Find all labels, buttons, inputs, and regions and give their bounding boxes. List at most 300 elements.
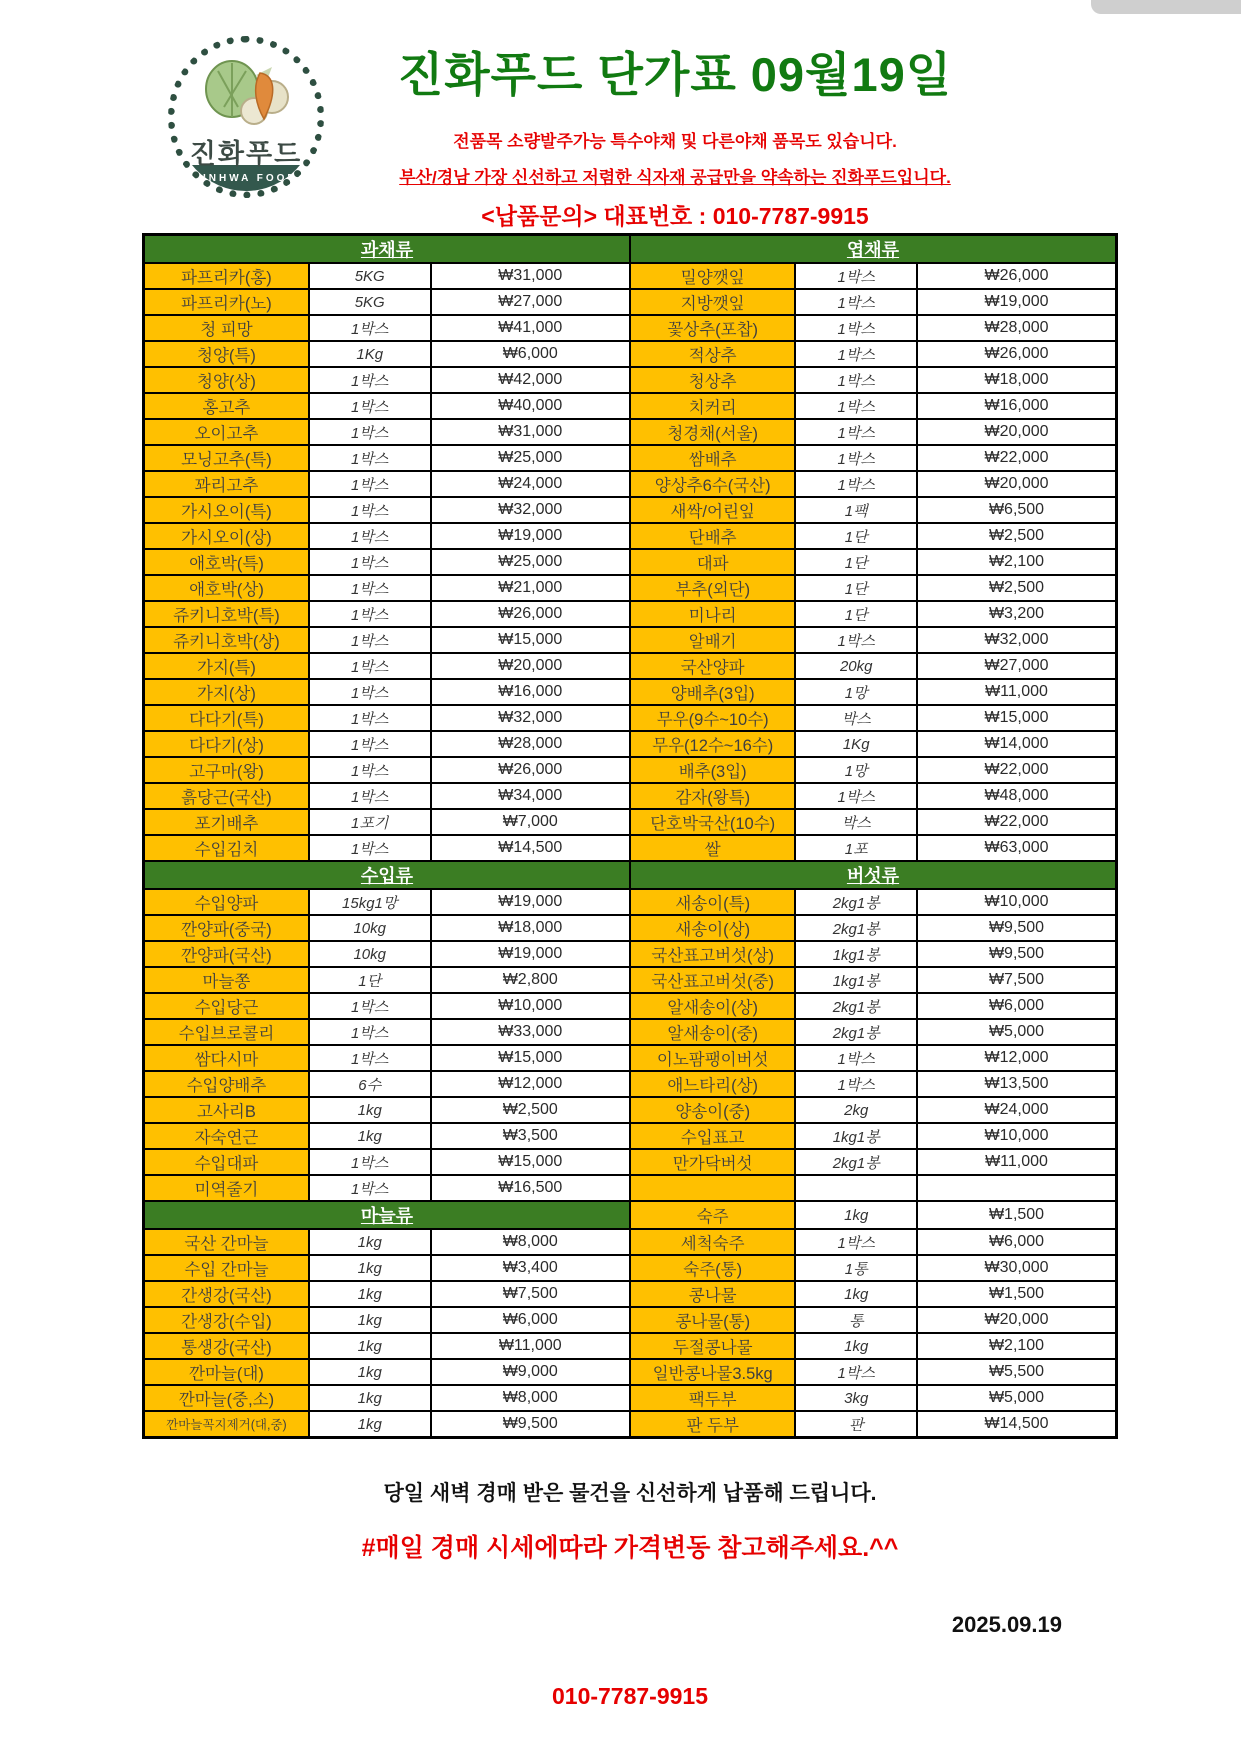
item-price-cell: ₩22,000	[917, 809, 1116, 835]
item-unit-cell: 10kg	[309, 941, 431, 967]
item-price-cell: ₩15,000	[431, 627, 630, 653]
item-unit-cell: 1박스	[795, 1071, 917, 1097]
price-table-body	[144, 235, 1117, 1438]
table-row	[144, 679, 1117, 705]
item-price-cell: ₩8,000	[431, 1229, 630, 1255]
item-name-cell: 청상추	[630, 367, 795, 393]
item-unit-cell: 1박스	[795, 627, 917, 653]
item-price-cell: ₩20,000	[917, 419, 1116, 445]
item-name-cell: 파프리카(홍)	[144, 263, 309, 289]
item-price-cell: ₩33,000	[431, 1019, 630, 1045]
section-header	[144, 861, 630, 889]
item-unit-cell: 1박스	[309, 471, 431, 497]
item-name-cell: 쥬키니호박(상)	[144, 627, 309, 653]
item-name-cell: 가지(특)	[144, 653, 309, 679]
table-row	[144, 861, 1117, 889]
item-unit-cell: 1단	[309, 967, 431, 993]
item-name-cell: 통생강(국산)	[144, 1333, 309, 1359]
item-unit-cell: 1단	[795, 549, 917, 575]
table-row	[144, 393, 1117, 419]
section-header	[144, 1201, 630, 1229]
item-unit-cell: 1팩	[795, 497, 917, 523]
item-name-cell: 치커리	[630, 393, 795, 419]
item-name-cell: 판 두부	[630, 1411, 795, 1438]
table-row	[144, 1229, 1117, 1255]
item-price-cell: ₩63,000	[917, 835, 1116, 861]
item-unit-cell: 1kg1봉	[795, 941, 917, 967]
item-unit-cell: 1박스	[795, 393, 917, 419]
table-row	[144, 1333, 1117, 1359]
table-row	[144, 1071, 1117, 1097]
item-unit-cell: 1박스	[795, 419, 917, 445]
item-unit-cell: 1kg	[309, 1385, 431, 1411]
table-row	[144, 809, 1117, 835]
item-name-cell: 밀양깻잎	[630, 263, 795, 289]
item-unit-cell: 10kg	[309, 915, 431, 941]
footer-phone: 010-7787-9915	[551, 1683, 709, 1709]
item-price-cell: ₩32,000	[917, 627, 1116, 653]
item-name-cell: 국산양파	[630, 653, 795, 679]
item-name-cell: 청양(특)	[144, 341, 309, 367]
screen-corner-artifact	[1091, 0, 1241, 14]
item-price-cell: ₩28,000	[431, 731, 630, 757]
item-price-cell: ₩9,000	[431, 1359, 630, 1385]
item-name-cell: 쌈다시마	[144, 1045, 309, 1071]
item-name-cell: 깐마늘꼭지제거(대,중)	[144, 1411, 309, 1438]
item-unit-cell: 1kg	[795, 1201, 917, 1229]
table-row	[144, 315, 1117, 341]
item-price-cell: ₩6,000	[431, 1307, 630, 1333]
item-unit-cell: 1kg	[309, 1255, 431, 1281]
section-header	[630, 235, 1117, 264]
item-name-cell: 일반콩나물3.5kg	[630, 1359, 795, 1385]
item-unit-cell: 1박스	[795, 1229, 917, 1255]
item-unit-cell: 1kg	[795, 1281, 917, 1307]
item-price-cell: ₩14,500	[431, 835, 630, 861]
item-unit-cell: 15kg1망	[309, 889, 431, 915]
item-name-cell: 마늘쫑	[144, 967, 309, 993]
item-unit-cell: 2kg1봉	[795, 889, 917, 915]
item-price-cell: ₩1,500	[917, 1281, 1116, 1307]
table-row	[144, 731, 1117, 757]
item-name-cell: 세척숙주	[630, 1229, 795, 1255]
item-name-cell: 국산표고버섯(중)	[630, 967, 795, 993]
notice-line-1: 전품목 소량발주가능 특수야채 및 다른야채 품목도 있습니다.	[453, 132, 897, 151]
item-name-cell: 수입표고	[630, 1123, 795, 1149]
item-price-cell: ₩10,000	[431, 993, 630, 1019]
item-unit-cell: 1kg	[309, 1123, 431, 1149]
item-price-cell: ₩30,000	[917, 1255, 1116, 1281]
header-block	[340, 38, 1010, 231]
item-unit-cell: 1박스	[309, 367, 431, 393]
item-name-cell: 팩두부	[630, 1385, 795, 1411]
item-unit-cell: 1박스	[309, 445, 431, 471]
table-row	[144, 1097, 1117, 1123]
item-price-cell: ₩16,500	[431, 1175, 630, 1201]
item-name-cell: 간생강(국산)	[144, 1281, 309, 1307]
footer-note: 당일 새벽 경매 받은 물건을 신선하게 납품해 드립니다.	[383, 1482, 877, 1505]
item-unit-cell: 2kg1봉	[795, 1149, 917, 1175]
table-row	[144, 1201, 1117, 1229]
item-unit-cell: 1박스	[309, 1045, 431, 1071]
item-unit-cell: 1kg1봉	[795, 1123, 917, 1149]
item-name-cell: 새송이(특)	[630, 889, 795, 915]
notice-line-2: 부산/경남 가장 신선하고 저렴한 식자재 공급만을 약속하는 진화푸드입니다.	[399, 168, 951, 187]
section-title: 수입류	[360, 866, 414, 886]
item-price-cell: ₩32,000	[431, 497, 630, 523]
item-unit-cell: 1kg	[309, 1229, 431, 1255]
table-row	[144, 1019, 1117, 1045]
item-price-cell: ₩26,000	[917, 341, 1116, 367]
item-name-cell: 파프리카(노)	[144, 289, 309, 315]
item-price-cell: ₩12,000	[917, 1045, 1116, 1071]
item-name-cell: 대파	[630, 549, 795, 575]
item-unit-cell: 1박스	[309, 497, 431, 523]
item-name-cell: 청경채(서울)	[630, 419, 795, 445]
item-unit-cell: 1박스	[309, 315, 431, 341]
item-name-cell: 자숙연근	[144, 1123, 309, 1149]
item-unit-cell: 1박스	[309, 757, 431, 783]
item-name-cell: 숙주(통)	[630, 1255, 795, 1281]
item-price-cell: ₩15,000	[431, 1149, 630, 1175]
item-unit-cell	[795, 1175, 917, 1201]
item-unit-cell: 1포기	[309, 809, 431, 835]
item-unit-cell: 1박스	[309, 993, 431, 1019]
item-unit-cell: 5KG	[309, 263, 431, 289]
section-title: 버섯류	[846, 866, 900, 886]
footer-notice: #매일 경매 시세에따라 가격변동 참고해주세요.^^	[361, 1534, 899, 1562]
item-price-cell: ₩8,000	[431, 1385, 630, 1411]
item-name-cell: 두절콩나물	[630, 1333, 795, 1359]
item-unit-cell: 2kg1봉	[795, 993, 917, 1019]
item-unit-cell: 1kg	[309, 1281, 431, 1307]
item-name-cell: 수입김치	[144, 835, 309, 861]
item-price-cell: ₩2,800	[431, 967, 630, 993]
item-name-cell: 오이고추	[144, 419, 309, 445]
item-unit-cell: 1박스	[309, 1149, 431, 1175]
item-name-cell: 수입브로콜리	[144, 1019, 309, 1045]
item-name-cell: 양송이(중)	[630, 1097, 795, 1123]
item-name-cell: 애호박(상)	[144, 575, 309, 601]
item-unit-cell: 1박스	[795, 289, 917, 315]
table-row	[144, 1385, 1117, 1411]
item-unit-cell: 1박스	[309, 1175, 431, 1201]
item-name-cell: 청 피망	[144, 315, 309, 341]
item-price-cell: ₩22,000	[917, 757, 1116, 783]
table-row	[144, 263, 1117, 289]
item-name-cell: 양배추(3입)	[630, 679, 795, 705]
item-unit-cell: 1kg	[309, 1307, 431, 1333]
item-unit-cell: 1박스	[309, 1019, 431, 1045]
item-price-cell: ₩12,000	[431, 1071, 630, 1097]
item-unit-cell: 1박스	[795, 367, 917, 393]
item-price-cell: ₩2,100	[917, 1333, 1116, 1359]
item-price-cell	[917, 1175, 1116, 1201]
item-name-cell: 홍고추	[144, 393, 309, 419]
item-name-cell: 가시오이(상)	[144, 523, 309, 549]
item-unit-cell: 박스	[795, 705, 917, 731]
table-row	[144, 549, 1117, 575]
table-row	[144, 941, 1117, 967]
item-price-cell: ₩19,000	[917, 289, 1116, 315]
item-price-cell: ₩21,000	[431, 575, 630, 601]
item-name-cell: 가시오이(특)	[144, 497, 309, 523]
item-price-cell: ₩6,000	[431, 341, 630, 367]
item-unit-cell: 1박스	[795, 263, 917, 289]
item-price-cell: ₩5,000	[917, 1385, 1116, 1411]
table-row	[144, 705, 1117, 731]
item-name-cell: 깐마늘(대)	[144, 1359, 309, 1385]
item-name-cell: 가지(상)	[144, 679, 309, 705]
item-price-cell: ₩6,500	[917, 497, 1116, 523]
item-price-cell: ₩16,000	[431, 679, 630, 705]
item-price-cell: ₩25,000	[431, 445, 630, 471]
item-name-cell: 꽈리고추	[144, 471, 309, 497]
table-row	[144, 235, 1117, 264]
table-row	[144, 1175, 1117, 1201]
item-name-cell: 콩나물(통)	[630, 1307, 795, 1333]
item-unit-cell: 1박스	[309, 601, 431, 627]
table-row	[144, 889, 1117, 915]
item-price-cell: ₩7,000	[431, 809, 630, 835]
item-name-cell: 감자(왕특)	[630, 783, 795, 809]
item-name-cell: 적상추	[630, 341, 795, 367]
item-price-cell: ₩40,000	[431, 393, 630, 419]
table-row	[144, 289, 1117, 315]
item-name-cell: 이노팜팽이버섯	[630, 1045, 795, 1071]
section-title: 과채류	[360, 240, 414, 260]
item-unit-cell: 20kg	[795, 653, 917, 679]
item-price-cell: ₩27,000	[917, 653, 1116, 679]
item-price-cell: ₩3,400	[431, 1255, 630, 1281]
item-price-cell: ₩1,500	[917, 1201, 1116, 1229]
item-price-cell: ₩6,000	[917, 1229, 1116, 1255]
item-name-cell: 새싹/어린잎	[630, 497, 795, 523]
item-name-cell: 쌈배추	[630, 445, 795, 471]
item-name-cell: 숙주	[630, 1201, 795, 1229]
item-price-cell: ₩42,000	[431, 367, 630, 393]
item-name-cell: 깐양파(중국)	[144, 915, 309, 941]
item-name-cell: 고구마(왕)	[144, 757, 309, 783]
price-table	[142, 233, 1118, 1439]
table-row	[144, 575, 1117, 601]
item-unit-cell: 1박스	[309, 393, 431, 419]
item-price-cell: ₩15,000	[917, 705, 1116, 731]
table-row	[144, 1123, 1117, 1149]
item-name-cell: 미역줄기	[144, 1175, 309, 1201]
item-price-cell: ₩3,500	[431, 1123, 630, 1149]
item-name-cell: 꽃상추(포찹)	[630, 315, 795, 341]
item-price-cell: ₩2,500	[917, 575, 1116, 601]
item-price-cell: ₩11,000	[917, 1149, 1116, 1175]
item-name-cell: 배추(3입)	[630, 757, 795, 783]
item-name-cell: 다다기(특)	[144, 705, 309, 731]
item-name-cell: 국산 간마늘	[144, 1229, 309, 1255]
item-name-cell: 깐양파(국산)	[144, 941, 309, 967]
item-price-cell: ₩16,000	[917, 393, 1116, 419]
item-unit-cell: 1kg	[309, 1359, 431, 1385]
item-name-cell: 만가닥버섯	[630, 1149, 795, 1175]
item-unit-cell: 1박스	[795, 471, 917, 497]
item-name-cell: 양상추6수(국산)	[630, 471, 795, 497]
item-unit-cell: 1통	[795, 1255, 917, 1281]
item-unit-cell: 1박스	[309, 627, 431, 653]
item-name-cell: 깐마늘(중,소)	[144, 1385, 309, 1411]
item-name-cell: 고사리B	[144, 1097, 309, 1123]
item-price-cell: ₩28,000	[917, 315, 1116, 341]
item-name-cell: 수입 간마늘	[144, 1255, 309, 1281]
table-row	[144, 445, 1117, 471]
item-name-cell: 단호박국산(10수)	[630, 809, 795, 835]
table-row	[144, 367, 1117, 393]
item-price-cell: ₩24,000	[431, 471, 630, 497]
item-unit-cell: 1박스	[795, 1045, 917, 1071]
item-price-cell: ₩5,500	[917, 1359, 1116, 1385]
item-unit-cell: 1박스	[309, 705, 431, 731]
logo-text: 진화푸드	[189, 139, 303, 169]
item-price-cell: ₩22,000	[917, 445, 1116, 471]
table-row	[144, 967, 1117, 993]
item-price-cell: ₩26,000	[431, 757, 630, 783]
footer-date: 2025.09.19	[951, 1612, 1062, 1637]
item-unit-cell: 1kg	[309, 1097, 431, 1123]
item-price-cell: ₩2,500	[431, 1097, 630, 1123]
item-unit-cell: 2kg	[795, 1097, 917, 1123]
item-name-cell: 쥬키니호박(특)	[144, 601, 309, 627]
item-unit-cell: 1단	[795, 601, 917, 627]
item-unit-cell: 1박스	[309, 575, 431, 601]
item-price-cell: ₩24,000	[917, 1097, 1116, 1123]
table-row	[144, 419, 1117, 445]
table-row	[144, 1307, 1117, 1333]
table-row	[144, 783, 1117, 809]
item-unit-cell: 1망	[795, 757, 917, 783]
item-price-cell: ₩15,000	[431, 1045, 630, 1071]
item-unit-cell: 1단	[795, 575, 917, 601]
table-row	[144, 757, 1117, 783]
item-unit-cell: 1kg	[309, 1411, 431, 1438]
item-unit-cell: 박스	[795, 809, 917, 835]
section-header	[630, 861, 1117, 889]
item-price-cell: ₩2,100	[917, 549, 1116, 575]
item-unit-cell: 판	[795, 1411, 917, 1438]
item-name-cell: 새송이(상)	[630, 915, 795, 941]
section-title: 엽채류	[846, 240, 900, 260]
item-name-cell: 포기배추	[144, 809, 309, 835]
table-row	[144, 835, 1117, 861]
item-price-cell: ₩20,000	[917, 471, 1116, 497]
item-unit-cell: 1kg	[795, 1333, 917, 1359]
item-unit-cell: 6수	[309, 1071, 431, 1097]
item-price-cell: ₩11,000	[917, 679, 1116, 705]
item-name-cell: 수입당근	[144, 993, 309, 1019]
item-name-cell: 알새송이(중)	[630, 1019, 795, 1045]
table-row	[144, 601, 1117, 627]
item-unit-cell: 1박스	[795, 783, 917, 809]
page-title: 진화푸드 단가표 09월19일	[397, 48, 953, 101]
item-price-cell: ₩20,000	[431, 653, 630, 679]
contact-line: <납품문의> 대표번호 : 010-7787-9915	[481, 203, 869, 229]
item-unit-cell: 1Kg	[795, 731, 917, 757]
item-price-cell: ₩31,000	[431, 419, 630, 445]
company-logo	[168, 36, 324, 198]
item-unit-cell: 1kg1봉	[795, 967, 917, 993]
table-row	[144, 523, 1117, 549]
item-price-cell: ₩6,000	[917, 993, 1116, 1019]
item-name-cell: 국산표고버섯(상)	[630, 941, 795, 967]
item-price-cell: ₩14,500	[917, 1411, 1116, 1438]
item-name-cell: 지방깻잎	[630, 289, 795, 315]
item-price-cell: ₩31,000	[431, 263, 630, 289]
item-name-cell: 단배추	[630, 523, 795, 549]
item-name-cell: 무우(9수~10수)	[630, 705, 795, 731]
item-price-cell: ₩26,000	[917, 263, 1116, 289]
item-price-cell: ₩5,000	[917, 1019, 1116, 1045]
table-row	[144, 1045, 1117, 1071]
item-unit-cell: 1박스	[309, 783, 431, 809]
item-name-cell: 무우(12수~16수)	[630, 731, 795, 757]
item-unit-cell: 1박스	[309, 549, 431, 575]
item-unit-cell: 2kg1봉	[795, 915, 917, 941]
item-unit-cell: 1박스	[309, 731, 431, 757]
item-price-cell: ₩19,000	[431, 889, 630, 915]
item-unit-cell: 1박스	[795, 315, 917, 341]
table-row	[144, 1359, 1117, 1385]
item-unit-cell: 1Kg	[309, 341, 431, 367]
item-price-cell: ₩26,000	[431, 601, 630, 627]
item-name-cell	[630, 1175, 795, 1201]
item-price-cell: ₩48,000	[917, 783, 1116, 809]
table-row	[144, 993, 1117, 1019]
item-name-cell: 애느타리(상)	[630, 1071, 795, 1097]
item-unit-cell: 1박스	[309, 835, 431, 861]
item-price-cell: ₩9,500	[917, 941, 1116, 967]
item-name-cell: 수입양배추	[144, 1071, 309, 1097]
item-name-cell: 알배기	[630, 627, 795, 653]
table-row	[144, 471, 1117, 497]
item-unit-cell: 1박스	[795, 1359, 917, 1385]
item-price-cell: ₩7,500	[431, 1281, 630, 1307]
item-unit-cell: 1박스	[309, 679, 431, 705]
item-unit-cell: 5KG	[309, 289, 431, 315]
item-price-cell: ₩2,500	[917, 523, 1116, 549]
item-unit-cell: 1망	[795, 679, 917, 705]
item-unit-cell: 1kg	[309, 1333, 431, 1359]
item-price-cell: ₩3,200	[917, 601, 1116, 627]
item-name-cell: 쌀	[630, 835, 795, 861]
item-price-cell: ₩9,500	[431, 1411, 630, 1438]
item-price-cell: ₩41,000	[431, 315, 630, 341]
item-price-cell: ₩34,000	[431, 783, 630, 809]
item-name-cell: 수입대파	[144, 1149, 309, 1175]
item-price-cell: ₩14,000	[917, 731, 1116, 757]
item-price-cell: ₩25,000	[431, 549, 630, 575]
table-row	[144, 497, 1117, 523]
item-price-cell: ₩18,000	[431, 915, 630, 941]
item-name-cell: 모닝고추(특)	[144, 445, 309, 471]
item-name-cell: 다다기(상)	[144, 731, 309, 757]
item-unit-cell: 1박스	[309, 419, 431, 445]
table-row	[144, 1149, 1117, 1175]
item-price-cell: ₩13,500	[917, 1071, 1116, 1097]
table-row	[144, 653, 1117, 679]
table-row	[144, 1281, 1117, 1307]
item-unit-cell: 1박스	[795, 445, 917, 471]
item-name-cell: 부추(외단)	[630, 575, 795, 601]
item-price-cell: ₩20,000	[917, 1307, 1116, 1333]
item-price-cell: ₩18,000	[917, 367, 1116, 393]
table-row	[144, 627, 1117, 653]
